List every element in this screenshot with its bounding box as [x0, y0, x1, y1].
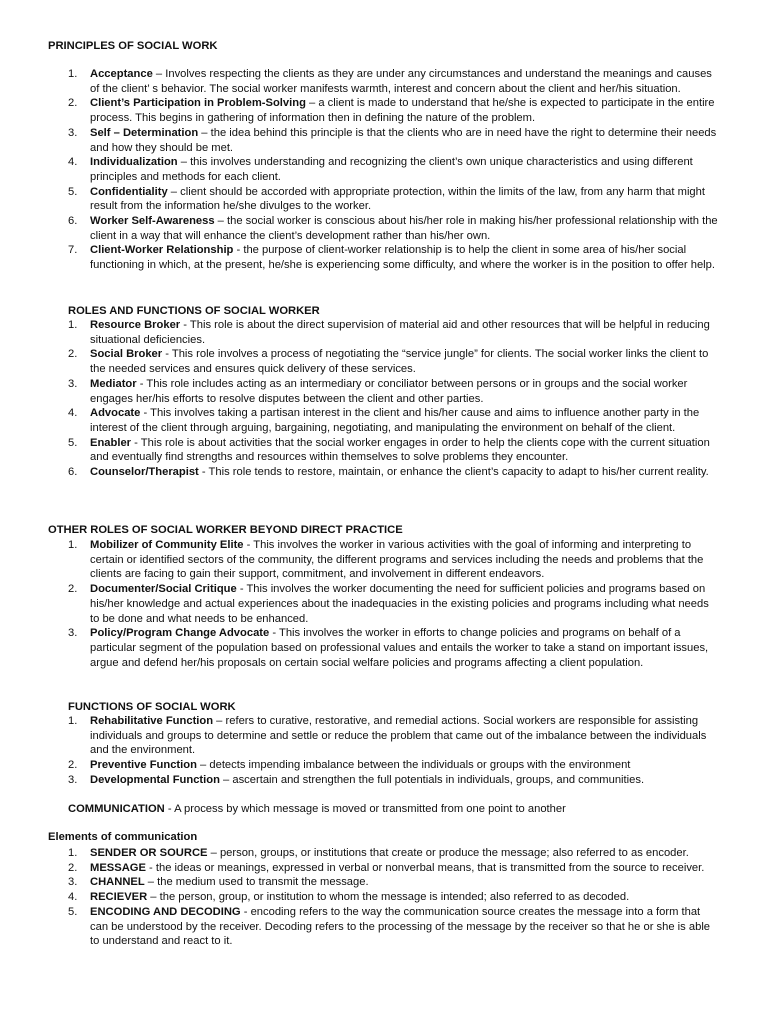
item-term: ENCODING AND DECODING — [90, 905, 241, 918]
functions-list — [68, 714, 718, 788]
list-item — [68, 846, 718, 861]
item-term: Enabler — [90, 436, 132, 449]
list-item — [68, 318, 718, 347]
item-term: Mediator — [90, 377, 137, 390]
item-number: 4. — [68, 891, 78, 904]
item-description: - the ideas or meanings, expressed in verbal or nonverbal means, that is transmitted from the source to receiver. — [145, 861, 705, 874]
item-description: - This involves taking a partisan interest in the client and his/her cause and aims to influence another party in the interest of the client through arguing, bargaining, negotiating, and manipulating the environment on behalf of the client. — [90, 407, 700, 434]
item-number: 6. — [68, 466, 78, 479]
other-roles-heading: OTHER ROLES OF SOCIAL WORKER BEYOND DIRECT PRACTICE — [48, 524, 403, 536]
item-description: - This role includes acting as an intermediary or conciliator between persons or in groups and the social worker engages her/his efforts to resolve disputes between the client and other parties. — [90, 377, 688, 405]
elements-heading: Elements of communication — [48, 831, 198, 843]
list-item — [68, 582, 718, 626]
item-number: 1. — [68, 68, 78, 80]
list-item — [68, 126, 718, 155]
item-number: 3. — [68, 876, 78, 889]
item-number: 1. — [68, 319, 78, 331]
list-item — [68, 905, 718, 949]
communication-definition — [68, 802, 566, 817]
communication-term: COMMUNICATION — [68, 803, 165, 815]
item-number: 6. — [68, 215, 78, 228]
item-term: Worker Self-Awareness — [90, 215, 215, 228]
list-item — [68, 96, 718, 125]
item-number: 2. — [68, 583, 78, 596]
item-term: Resource Broker — [90, 319, 181, 331]
item-description: - This role is about the direct supervision of material aid and other resources that will be helpful in reducing situational deficiencies. — [90, 319, 710, 346]
item-term: SENDER OR SOURCE — [90, 847, 208, 859]
list-item — [68, 538, 718, 582]
item-term: Counselor/Therapist — [90, 466, 199, 479]
list-item — [68, 773, 718, 788]
item-number: 1. — [68, 539, 78, 551]
item-description: – detects impending imbalance between the individuals or groups with the environment — [196, 759, 631, 772]
item-number: 2. — [68, 861, 78, 874]
item-description: - This role tends to restore, maintain, or enhance the client’s capacity to adapt to his/her current reality. — [198, 466, 709, 479]
item-number: 1. — [68, 715, 78, 727]
item-number: 3. — [68, 627, 78, 640]
list-item — [68, 185, 718, 214]
roles-heading: ROLES AND FUNCTIONS OF SOCIAL WORKER — [68, 305, 320, 317]
item-description: - encoding refers to the way the communication source creates the message into a form that can be understood by the receiver. Decoding refers to the processing of the message by the receiver so that he or she is able to understand and react to it. — [90, 905, 711, 948]
item-description: – person, groups, or institutions that create or produce the message; also referred to as encoder. — [207, 847, 689, 859]
item-term: Developmental Function — [90, 773, 220, 786]
item-number: 5. — [68, 905, 78, 918]
item-description: – Involves respecting the clients as they are under any circumstances and understand the meanings and causes of the client’ s behavior. The social worker manifests warmth, interest and concern about the client and her/his situation. — [90, 68, 712, 95]
item-number: 2. — [68, 759, 78, 772]
list-item — [68, 890, 718, 905]
communication-text: - A process by which message is moved or transmitted from one point to another — [164, 803, 566, 815]
item-term: Social Broker — [90, 348, 163, 361]
item-term: Acceptance — [90, 68, 153, 80]
item-description: – ascertain and strengthen the full potentials in individuals, groups, and communities. — [219, 773, 645, 786]
item-number: 1. — [68, 847, 78, 859]
list-item — [68, 406, 718, 435]
item-term: CHANNEL — [90, 876, 145, 889]
item-term: Rehabilitative Function — [90, 715, 214, 727]
list-item — [68, 714, 718, 758]
item-description: – refers to curative, restorative, and remedial actions. Social workers are responsible for assisting individuals and groups to determine and settle or reduce the problem that came out of the imbalance between the individuals and the environment. — [90, 715, 707, 757]
list-item — [68, 436, 718, 465]
item-number: 3. — [68, 126, 78, 139]
item-number: 3. — [68, 377, 78, 390]
item-number: 5. — [68, 185, 78, 198]
elements-list — [68, 846, 718, 949]
item-term: Self – Determination — [90, 126, 199, 139]
item-description: – the social worker is conscious about his/her role in making his/her professional relationship with the client in a way that will enhance the client’s development rather than his/her own. — [90, 215, 718, 242]
item-description: – the medium used to transmit the message. — [144, 876, 369, 889]
item-number: 3. — [68, 773, 78, 786]
item-term: Confidentiality — [90, 185, 168, 198]
roles-list — [68, 318, 718, 480]
list-item — [68, 626, 718, 670]
item-term: Policy/Program Change Advocate — [90, 627, 270, 640]
list-item — [68, 465, 718, 480]
item-description: – the idea behind this principle is that the clients who are in need have the right to determine their needs and how they should be met. — [90, 126, 717, 154]
item-number: 5. — [68, 436, 78, 449]
item-term: Mobilizer of Community Elite — [90, 539, 244, 551]
item-term: RECIEVER — [90, 891, 148, 904]
item-number: 7. — [68, 244, 78, 257]
item-number: 2. — [68, 348, 78, 361]
list-item — [68, 875, 718, 890]
item-description: - the purpose of client-worker relationship is to help the client in some area of his/her social functioning in which, at the present, he/she is experiencing some difficulty, and where the worker is in the position to offer help. — [90, 244, 715, 272]
list-item — [68, 758, 718, 773]
item-term: Individualization — [90, 156, 178, 169]
principles-list — [68, 67, 718, 273]
list-item — [68, 377, 718, 406]
item-number: 2. — [68, 97, 78, 110]
item-term: Documenter/Social Critique — [90, 583, 237, 596]
item-description: – client should be accorded with appropriate protection, within the limits of the law, from any harm that might result from the information he/she divulges to the worker. — [90, 185, 705, 213]
item-description: – a client is made to understand that he/she is expected to participate in the entire process. This begins in gathering of information then in defining the nature of the problem. — [90, 97, 715, 125]
item-term: Client-Worker Relationship — [90, 244, 234, 257]
item-description: - This involves the worker in various activities with the goal of informing and interpreting to certain or identified sectors of the community, the different programs and services including the needs and problems that the clients are facing to gain their support, commitment, and involvement in different endeavors. — [90, 539, 704, 581]
list-item — [68, 155, 718, 184]
functions-heading: FUNCTIONS OF SOCIAL WORK — [68, 701, 236, 713]
item-description: - This involves the worker documenting the need for sufficient policies and programs based on his/her knowledge and actual experiences about the inadequacies in the existing policies and programs including what needs to be done and what needs to be enhanced. — [90, 583, 709, 625]
other-roles-list — [68, 538, 718, 670]
item-term: Advocate — [90, 407, 141, 420]
item-description: - This role is about activities that the social worker engages in order to help the clients cope with the current situation and eventually find strengths and resources within themselves to solve problems they encounter. — [90, 436, 710, 464]
item-description: – the person, group, or institution to whom the message is intended; also referred to as decoded. — [147, 891, 630, 904]
item-description: - This role involves a process of negotiating the “service jungle” for clients. The social worker links the client to the needed services and ensures quick delivery of these services. — [90, 348, 709, 376]
item-term: Client’s Participation in Problem-Solving — [90, 97, 306, 110]
list-item — [68, 243, 718, 272]
page-title: PRINCIPLES OF SOCIAL WORK — [48, 40, 218, 52]
item-description: - This involves the worker in efforts to change policies and programs on behalf of a particular segment of the population based on professional values and entails the worker to take a stand on important issues, argue and defend her/his proposals on certain social welfare policies and programs affecting a client population. — [90, 627, 709, 669]
item-number: 4. — [68, 407, 78, 420]
item-description: – this involves understanding and recognizing the client’s own unique characteristics and using different principles and methods for each client. — [90, 156, 693, 183]
item-term: MESSAGE — [90, 861, 146, 874]
list-item — [68, 861, 718, 876]
item-term: Preventive Function — [90, 759, 197, 772]
list-item — [68, 347, 718, 376]
list-item — [68, 214, 718, 243]
list-item — [68, 67, 718, 96]
item-number: 4. — [68, 156, 78, 169]
